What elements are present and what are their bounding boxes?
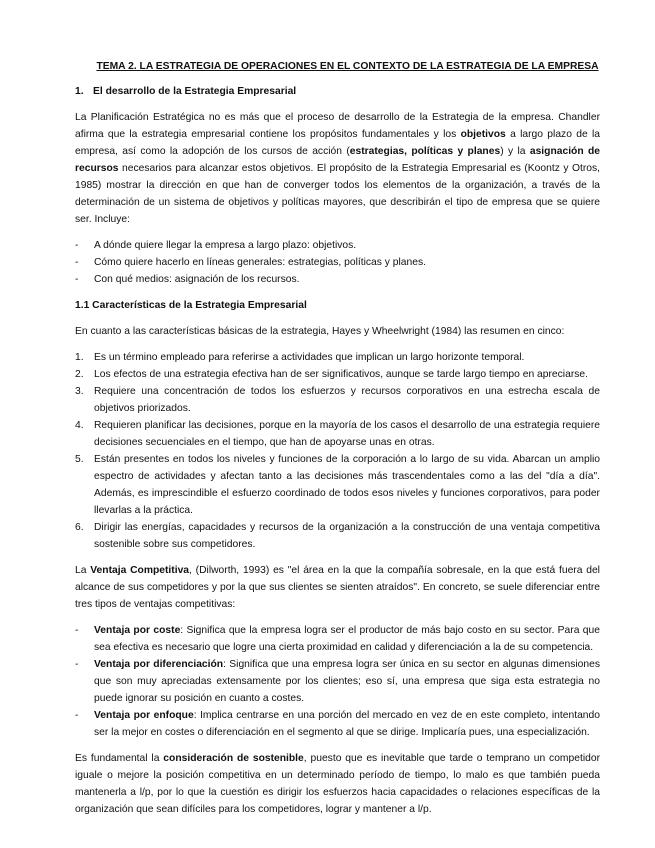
list-item xyxy=(75,417,600,451)
list-marker: - xyxy=(75,274,79,285)
list-number: 3. xyxy=(75,386,84,397)
text-run: La xyxy=(75,565,91,576)
list-number: 6. xyxy=(75,522,84,533)
list-item xyxy=(75,366,600,383)
text-run: La Planificación Estratégica no es más que el proceso de desarrollo de la Estrategia de la empresa. Chandler afirma que la estrategia empresarial contiene los propósitos fundamentales y los xyxy=(75,112,600,140)
list-item-text: Cómo quiere hacerlo en líneas generales: estrategias, políticas y planes. xyxy=(94,257,426,268)
advantage-text: : Significa que la empresa logra ser el productor de más bajo costo en su sector. Para que sea efectiva es necesario que logre una cierta proximidad en calidad y diferenciación a la de su competencia. xyxy=(94,625,600,653)
text-run: Es fundamental la xyxy=(75,753,164,764)
list-item-text: Requiere una concentración de todos los esfuerzos y recursos corporativos en una estrecha escala de objetivos priorizados. xyxy=(94,386,600,414)
text-run: , (Dilworth, 1993) es "el área en la que la compañía sobresale, en la que está fuera del alcance de sus competidores y por la que sus clientes se sienten atraídos". En concreto, se suele diferenciar entre tres tipos de ventajas competitivas: xyxy=(75,565,600,610)
text-run: ) y la xyxy=(500,146,530,157)
list-item-text: Están presentes en todos los niveles y funciones de la corporación a lo largo de su vida. Abarcan un amplio espectro de actividades y afectan tanto a las decisiones más trascendentales como a las del "día a día". Además, es imprescindible el esfuerzo coordinado de todos esos niveles y funciones corporativos, para poder llevarlas a la práctica. xyxy=(94,454,600,516)
list-item xyxy=(75,519,600,553)
list-item xyxy=(75,656,600,707)
section-1-1-intro: En cuanto a las características básicas de la estrategia, Hayes y Wheelwright (1984) las resumen en cinco: xyxy=(75,326,565,337)
section-1-paragraph xyxy=(75,109,600,228)
document-title: TEMA 2. LA ESTRATEGIA DE OPERACIONES EN EL CONTEXTO DE LA ESTRATEGIA DE LA EMPRESA xyxy=(96,61,599,72)
bold-run: Ventaja Competitiva xyxy=(90,565,190,576)
competitive-advantage-paragraph xyxy=(75,562,600,613)
bold-run: objetivos xyxy=(460,129,506,140)
list-marker: - xyxy=(75,257,79,268)
list-item-text xyxy=(94,622,600,656)
list-item xyxy=(75,451,600,519)
list-item xyxy=(75,349,600,366)
section-1-1-title: 1.1 Características de la Estrategia Empresarial xyxy=(75,300,307,311)
list-item xyxy=(75,237,600,254)
list-item xyxy=(75,383,600,417)
list-item-text: Es un término empleado para referirse a actividades que implican un largo horizonte temporal. xyxy=(94,352,525,363)
list-number: 1. xyxy=(75,352,84,363)
list-item-text: Dirigir las energías, capacidades y recursos de la organización a la construcción de una ventaja competitiva sostenible sobre sus competidores. xyxy=(94,522,600,550)
advantage-label: Ventaja por enfoque xyxy=(94,710,194,721)
text-run: a largo plazo de la empresa, así como la adopción de los cursos de acción ( xyxy=(75,129,600,157)
list-number: 5. xyxy=(75,454,84,465)
bold-run: estrategias, políticas y planes xyxy=(349,146,501,157)
characteristics-list xyxy=(75,349,600,553)
advantage-text: : Implica centrarse en una porción del mercado en vez de en este completo, intentando ser la mejor en costes o diferenciación en el segmento al que se dirige. Implicaría pues, una especialización. xyxy=(94,710,600,738)
section-1-title: El desarrollo de la Estrategia Empresarial xyxy=(93,86,297,97)
text-run: necesarios para alcanzar estos objetivos. El propósito de la Estrategia Empresarial es (Koontz y Otros, 1985) mostrar la dirección en que han de converger todos los elementos de la organización, a través de la determinación de un sistema de objetivos y políticas mayores, que describirán el tipo de empresa que se quiere ser. Incluye: xyxy=(75,163,600,225)
list-item-text xyxy=(94,656,600,707)
list-marker: - xyxy=(75,710,79,721)
list-item-text: Los efectos de una estrategia efectiva han de ser significativos, aunque se tarde largo tiempo en apreciarse. xyxy=(94,369,588,380)
list-marker: - xyxy=(75,240,79,251)
list-item xyxy=(75,707,600,741)
list-item-text: A dónde quiere llegar la empresa a largo plazo: objetivos. xyxy=(94,240,357,251)
advantage-text: : Significa que una empresa logra ser única en su sector en algunas dimensiones que son muy apreciadas extensamente por los clientes; eso sí, una empresa que siga esta estrategia no puede ignorar su posición en cuanto a costes. xyxy=(94,659,600,704)
bold-run: consideración de sostenible xyxy=(163,753,304,764)
list-item xyxy=(75,622,600,656)
section-1-heading xyxy=(75,83,600,100)
bold-run: asignación de recursos xyxy=(75,146,600,174)
advantage-label: Ventaja por coste xyxy=(94,625,181,636)
sustainability-paragraph xyxy=(75,750,600,818)
list-item-text: Con qué medios: asignación de los recursos. xyxy=(94,274,300,285)
section-1-list xyxy=(75,237,600,288)
advantage-label: Ventaja por diferenciación xyxy=(94,659,224,670)
list-item xyxy=(75,254,600,271)
list-marker: - xyxy=(75,659,79,670)
section-1-number: 1. xyxy=(75,86,84,97)
advantages-list xyxy=(75,622,600,741)
list-number: 2. xyxy=(75,369,84,380)
list-item xyxy=(75,271,600,288)
list-item-text: Requieren planificar las decisiones, porque en la mayoría de los casos el desarrollo de una estrategia requiere decisiones secuenciales en el tiempo, que han de apoyarse unas en otras. xyxy=(94,420,600,448)
list-marker: - xyxy=(75,625,79,636)
text-run: , puesto que es inevitable que tarde o temprano un competidor iguale o mejore la posición competitiva en un determinado período de tiempo, lo malo es que también pueda mantenerla a l/p, por lo que la cuestión es dirigir los esfuerzos hacia capacidades o relaciones específicas de la organización que sean difíciles para los competidores, lograr y mantener a l/p. xyxy=(75,753,600,815)
list-item-text xyxy=(94,707,600,741)
list-number: 4. xyxy=(75,420,84,431)
